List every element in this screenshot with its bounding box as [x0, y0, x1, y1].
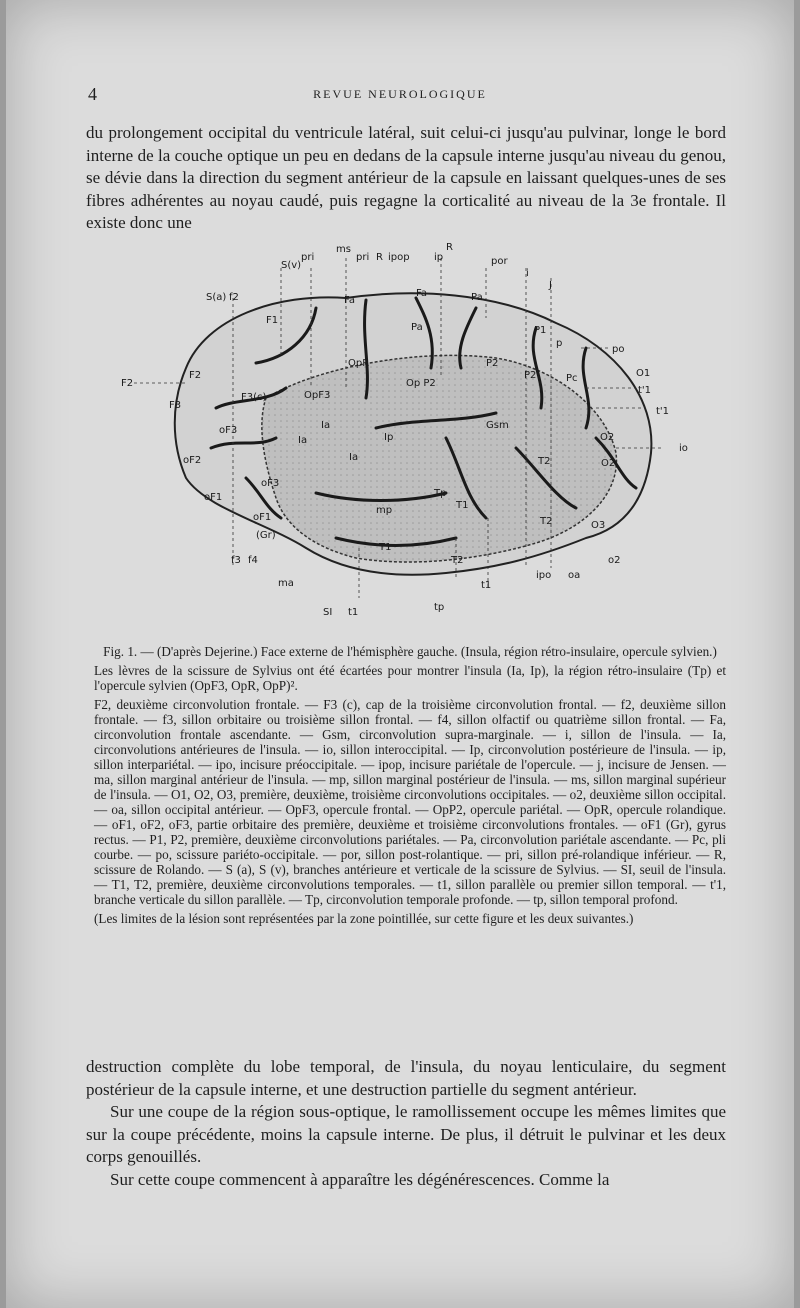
- brain-diagram: [116, 238, 688, 630]
- caption-legend: F2, deuxième circonvolution frontale. — F3 (c), cap de la troisième circonvolution frontal. — f2, deuxième sillon frontale. — f3, sillon orbitaire ou troisième sillon frontal. — f4, sillon olfactif ou quatrième sillon frontal. — Fa, circonvolution frontale ascendante. — Gsm, circonvolution supra-marginale. — i, sillon de l'insula. — Ia, circonvolutions antérieures de l'insula. — io, sillon interoccipital. — Ip, circonvolution postérieure de l'insula. — ip, sillon interpariétal. — ipo, incisure préoccipitale. — ipop, incisure pariétale de l'opercule. — j, incisure de Jensen. — ma, sillon marginal antérieur de l'insula. — mp, sillon marginal postérieur de l'insula. — ms, sillon marginal supérieur de l'insula. — O1, O2, O3, première, deuxième, troisième circonvolutions occipitales. — o2, deuxième sillon occipital. — oa, sillon occipital antérieur. — OpF3, opercule frontal. — OpP2, opercule pariétal. — OpR, opercule rolandique. — oF1, oF2, oF3, partie orbitaire des première, deuxième et troisième circonvolutions frontales. — oF1 (Gr), gyrus rectus. — P1, P2, première, deuxième circonvolutions pariétales. — Pa, circonvolution pariétale ascendante. — Pc, pli courbe. — po, scissure pariéto-occipitale. — por, sillon post-rolantique. — pri, sillon pré-rolandique inférieur. — R, scissure de Rolando. — S (a), S (v), branches antérieure et verticale de la scissure de Sylvius. — SI, seuil de l'insula. — T1, T2, première, deuxième circonvolutions temporales. — t1, sillon parallèle ou premier sillon temporal. — t'1, branche verticale du sillon parallèle. — Tp, circonvolution temporale profonde. — tp, sillon temporal profond.: [94, 697, 726, 907]
- label-oF3: oF3: [219, 425, 238, 436]
- label-OpP2: Op P2: [406, 378, 436, 389]
- label-T1: T1: [456, 500, 469, 511]
- caption-title: Fig. 1. — (D'après Dejerine.) Face externe de l'hémisphère gauche. (Insula, région rétro-insulaire, opercule sylvien.): [103, 644, 717, 659]
- figure-caption: [94, 644, 726, 930]
- label-oF2: oF2: [183, 455, 202, 466]
- label-Fa2: Fa: [416, 288, 427, 299]
- label-T2b: T2: [540, 516, 553, 527]
- label-ipo: ipo: [536, 570, 552, 581]
- label-tp: tp: [434, 602, 445, 613]
- label-Sa: S(a): [206, 292, 227, 303]
- caption-intro: Les lèvres de la scissure de Sylvius ont été écartées pour montrer l'insula (Ia, Ip), la région rétro-insulaire (Tp) et l'opercule sylvien (OpF3, OpR, OpP)².: [94, 663, 726, 693]
- label-SI: SI: [323, 607, 333, 618]
- label-ip: ip: [434, 252, 444, 263]
- label-OpF3: OpF3: [304, 390, 331, 401]
- label-i-top: i: [526, 268, 529, 279]
- label-ma: ma: [278, 578, 294, 589]
- brain-figure: [116, 238, 688, 630]
- label-pri-top: pri: [301, 252, 315, 263]
- label-oa: oa: [568, 570, 581, 581]
- label-P1: P1: [534, 325, 547, 336]
- label-Ia3: Ia: [349, 452, 359, 463]
- label-Fc: F3(c): [241, 392, 267, 403]
- label-Tp: Tp: [434, 488, 447, 499]
- top-paragraph-block: [86, 122, 726, 235]
- label-F1: F1: [266, 315, 279, 326]
- running-head: REVUE NEUROLOGIQUE: [313, 87, 487, 101]
- label-F3: F3: [169, 400, 182, 411]
- label-f3: f3: [231, 555, 241, 566]
- label-O1: O1: [636, 368, 651, 379]
- label-Sv: S(v): [281, 260, 302, 271]
- label-oF1: oF1: [204, 492, 223, 503]
- label-O2b: O2: [601, 458, 616, 469]
- label-Pa2: Pa: [411, 322, 423, 333]
- label-Pc: Pc: [566, 373, 578, 384]
- label-P2b: P2: [524, 370, 537, 381]
- bottom-paragraph-1: destruction complète du lobe temporal, de l'insula, du noyau lenticulaire, du segment postérieur de la capsule interne, et une destruction partielle du segment antérieur.: [86, 1057, 726, 1099]
- label-oF1b: oF1: [253, 512, 272, 523]
- label-T2: T2: [538, 456, 551, 467]
- label-Ip: Ip: [384, 432, 394, 443]
- label-por: por: [491, 256, 508, 267]
- page: [6, 0, 794, 1308]
- label-f2-top: f2: [229, 292, 239, 303]
- label-o2: o2: [608, 555, 621, 566]
- label-Pa: Pa: [471, 292, 483, 303]
- bottom-paragraph-3: Sur cette coupe commencent à apparaître les dégénérescences. Comme la: [110, 1169, 610, 1189]
- caption-note: (Les limites de la lésion sont représentées par la zone pointillée, sur cette figure et les deux suivantes.): [94, 911, 634, 926]
- label-io: io: [679, 443, 688, 454]
- label-O3: O3: [591, 520, 606, 531]
- label-F2: F2: [121, 378, 134, 389]
- label-mp: mp: [376, 505, 393, 516]
- top-paragraph: du prolongement occipital du ventricule latéral, suit celui-ci jusqu'au pulvinar, longe le bord interne de la couche optique un peu en dedans de la capsule interne jusqu'au niveau du genou, se dévie dans la direction du segment antérieur de la capsule en laissant quelques-unes de ses fibres adhérentes au noyau caudé, puis regagne la corticalité au niveau de la 3e frontale. Il existe donc une: [86, 123, 726, 232]
- label-f4: f4: [248, 555, 258, 566]
- bottom-paragraph-2: Sur une coupe de la région sous-optique, le ramollissement occupe les mêmes limites que sur la coupe précédente, moins la capsule interne. De plus, il détruit le pulvinar et les deux corps genouillés.: [86, 1102, 726, 1166]
- label-R-top: R: [446, 242, 453, 253]
- lesion-dots: [262, 355, 617, 562]
- label-T1b: T1: [379, 542, 392, 553]
- label-OpR: OpR: [348, 358, 370, 369]
- label-j: J: [549, 280, 552, 291]
- label-po: po: [612, 344, 625, 355]
- label-p: p: [556, 338, 563, 349]
- label-Fa: Fa: [344, 295, 355, 306]
- label-pri: pri: [356, 252, 370, 263]
- label-O2: O2: [600, 432, 615, 443]
- label-P2: P2: [486, 358, 499, 369]
- label-t1pb: t'1: [656, 406, 670, 417]
- page-header: [6, 84, 794, 104]
- label-Ia2: Ia: [321, 420, 331, 431]
- label-Ia: Ia: [298, 435, 308, 446]
- label-oF3b: oF3: [261, 478, 280, 489]
- label-ms: ms: [336, 244, 351, 255]
- label-t1p: t'1: [638, 385, 652, 396]
- label-R: R: [376, 252, 383, 263]
- label-Gsm: Gsm: [486, 420, 509, 431]
- bottom-text-block: [86, 1056, 726, 1191]
- label-t1b: t1: [348, 607, 359, 618]
- label-Gr: (Gr): [256, 530, 276, 541]
- label-T2c: T2: [451, 555, 464, 566]
- label-ipop: ipop: [388, 252, 410, 263]
- page-number: 4: [88, 84, 97, 104]
- label-F2b: F2: [189, 370, 202, 381]
- label-t1: t1: [481, 580, 492, 591]
